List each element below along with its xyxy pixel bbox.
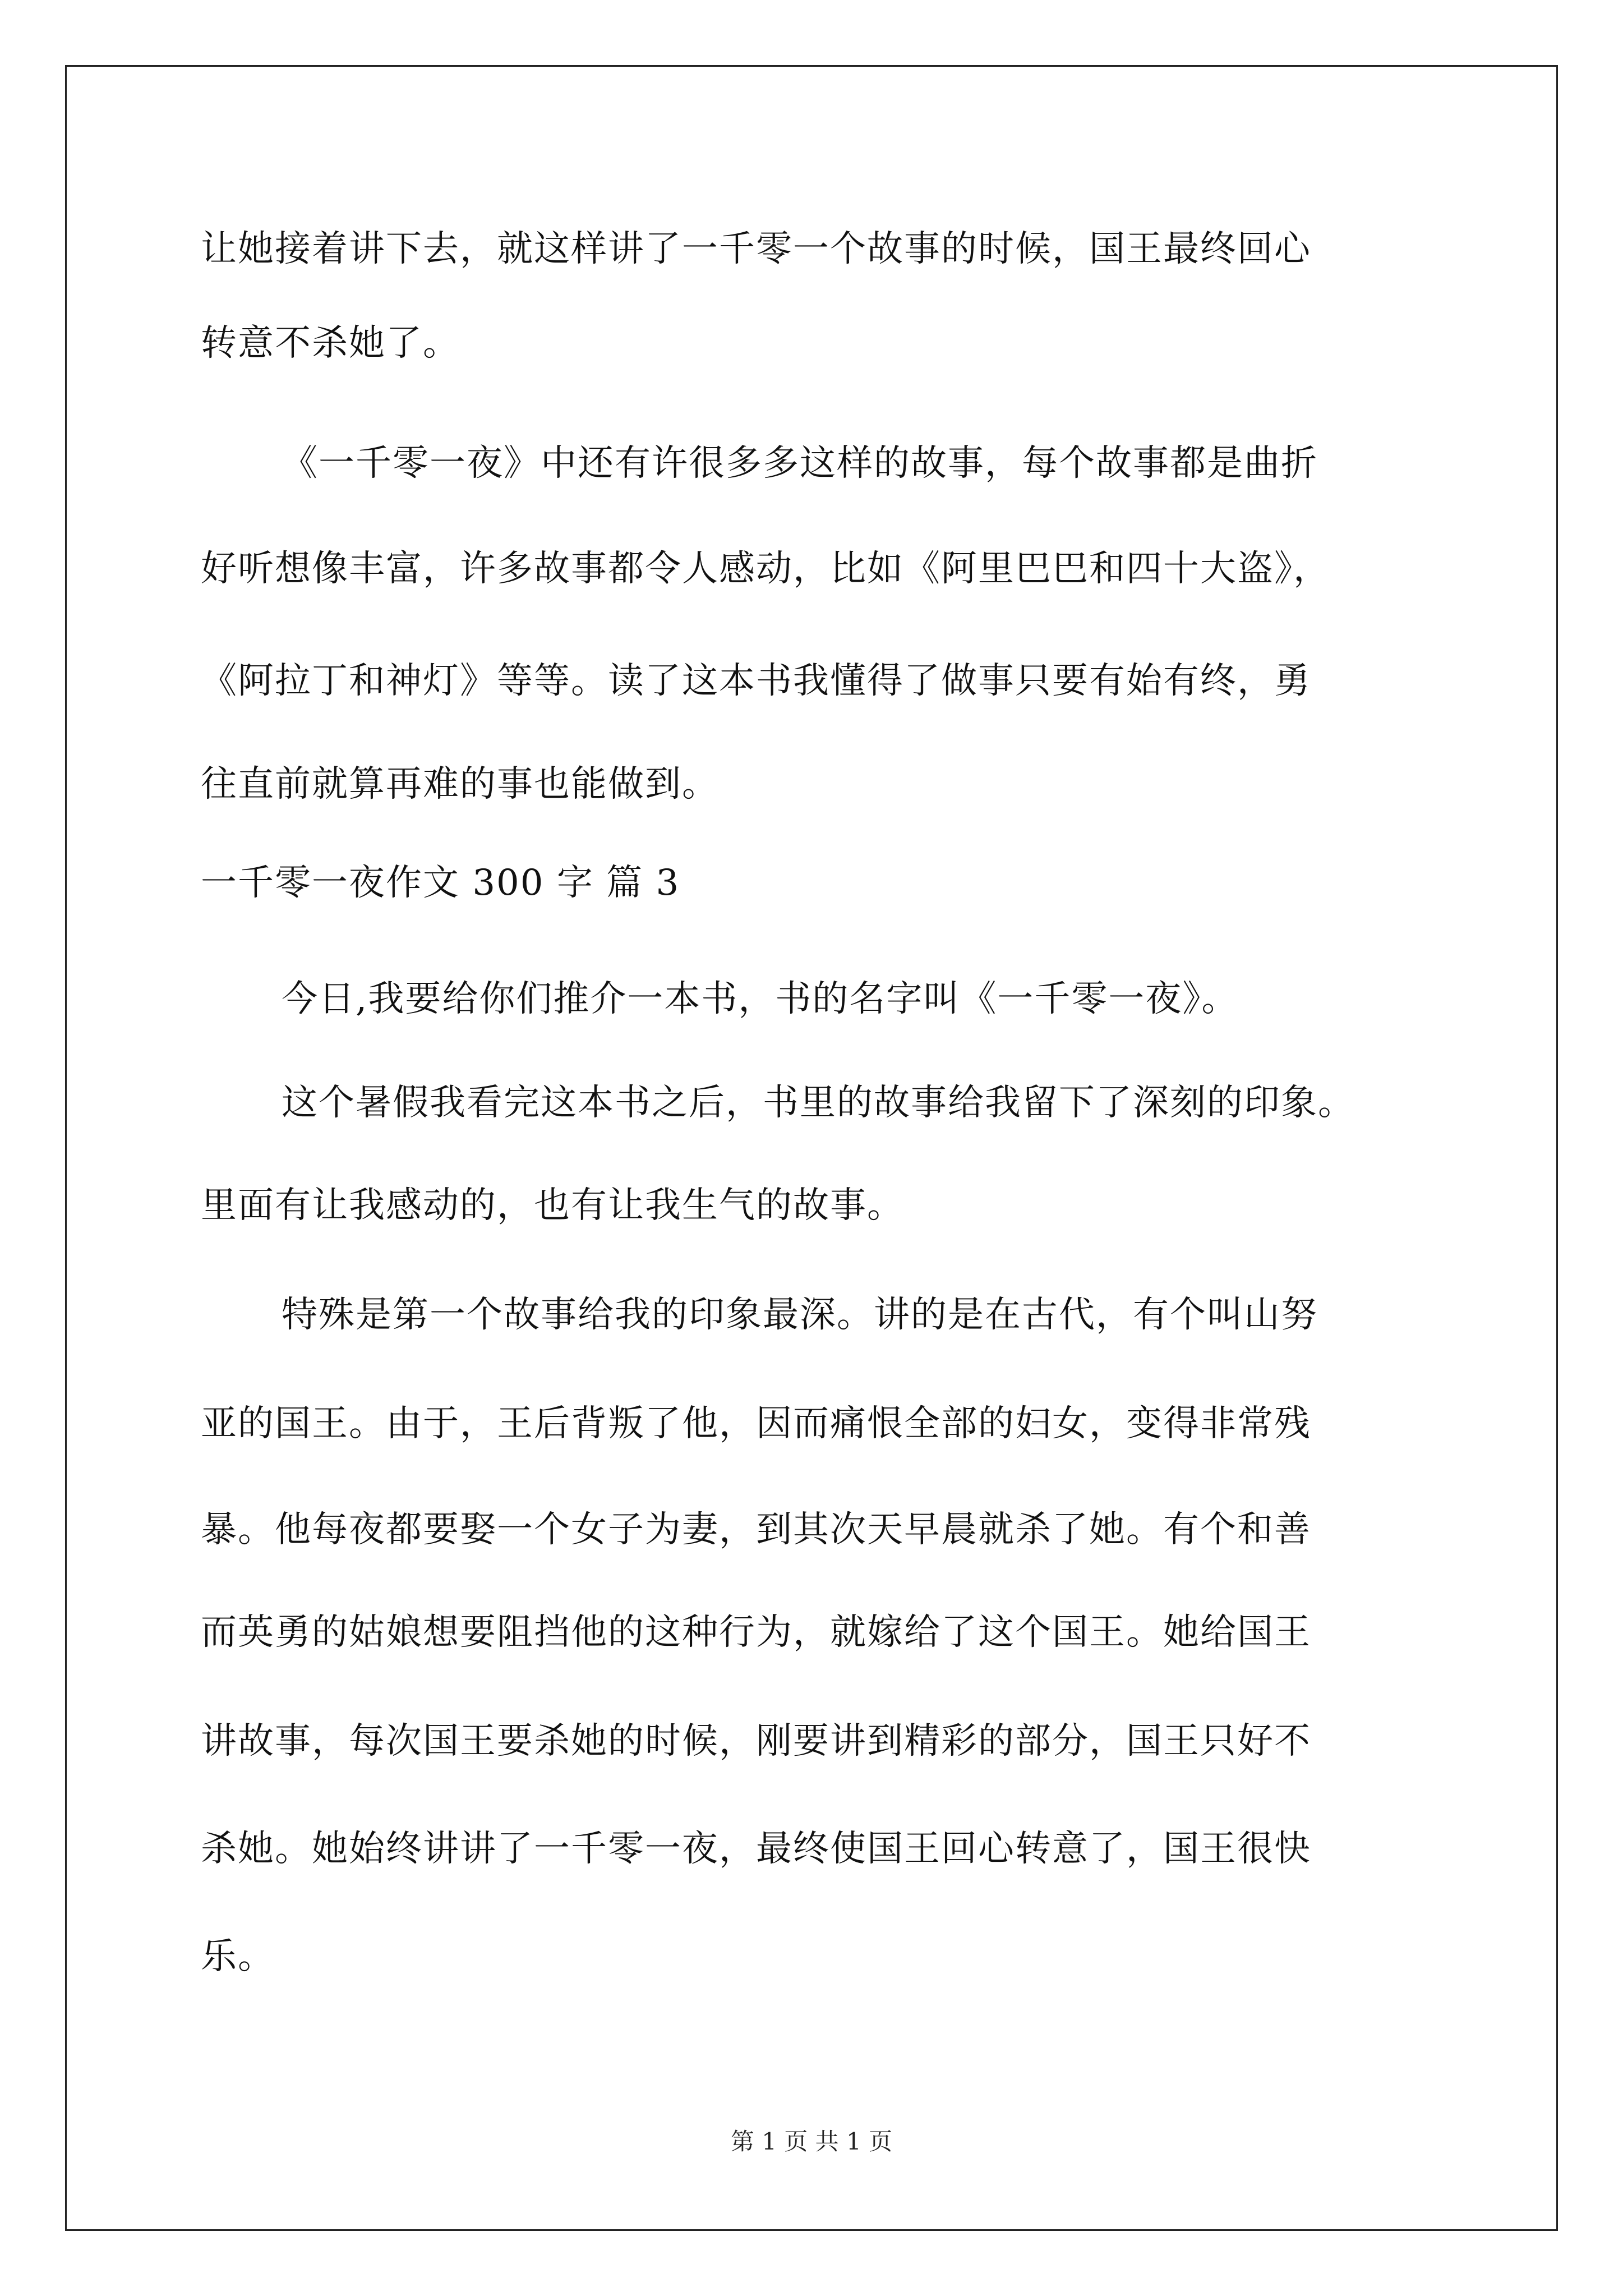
text-line: 这个暑假我看完这本书之后，书里的故事给我留下了深刻的印象。 (282, 1082, 1355, 1124)
text-line: 《阿拉丁和神灯》等等。读了这本书我懂得了做事只要有始有终，勇 (201, 660, 1311, 702)
text-line: 让她接着讲下去，就这样讲了一千零一个故事的时候，国王最终回心 (201, 228, 1311, 270)
text-line: 《一千零一夜》中还有许很多多这样的故事，每个故事都是曲折 (282, 443, 1318, 484)
page-border (65, 65, 1558, 2231)
text-line: 转意不杀她了。 (201, 323, 460, 364)
section-heading: 一千零一夜作文 300 字 篇 3 (201, 862, 680, 904)
text-line: 特殊是第一个故事给我的印象最深。讲的是在古代，有个叫山努 (282, 1294, 1318, 1336)
text-line: 暴。他每夜都要娶一个女子为妻，到其次天早晨就杀了她。有个和善 (201, 1509, 1311, 1550)
text-line: 乐。 (201, 1936, 275, 1977)
text-line: 而英勇的姑娘想要阻挡他的这种行为，就嫁给了这个国王。她给国王 (201, 1612, 1311, 1653)
text-line: 好听想像丰富，许多故事都令人感动，比如《阿里巴巴和四十大盗》， (201, 548, 1330, 590)
text-line: 亚的国王。由于，王后背叛了他，因而痛恨全部的妇女，变得非常残 (201, 1403, 1311, 1444)
page-number-footer: 第 1 页 共 1 页 (730, 2128, 893, 2155)
text-line: 讲故事，每次国王要杀她的时候，刚要讲到精彩的部分，国王只好不 (201, 1720, 1311, 1762)
text-line: 往直前就算再难的事也能做到。 (201, 763, 719, 805)
text-line: 杀她。她始终讲讲了一千零一夜，最终使国王回心转意了，国王很快 (201, 1828, 1311, 1870)
text-line: 里面有让我感动的，也有让我生气的故事。 (201, 1185, 904, 1226)
text-line: 今日,我要给你们推介一本书，书的名字叫《一千零一夜》。 (282, 978, 1239, 1020)
